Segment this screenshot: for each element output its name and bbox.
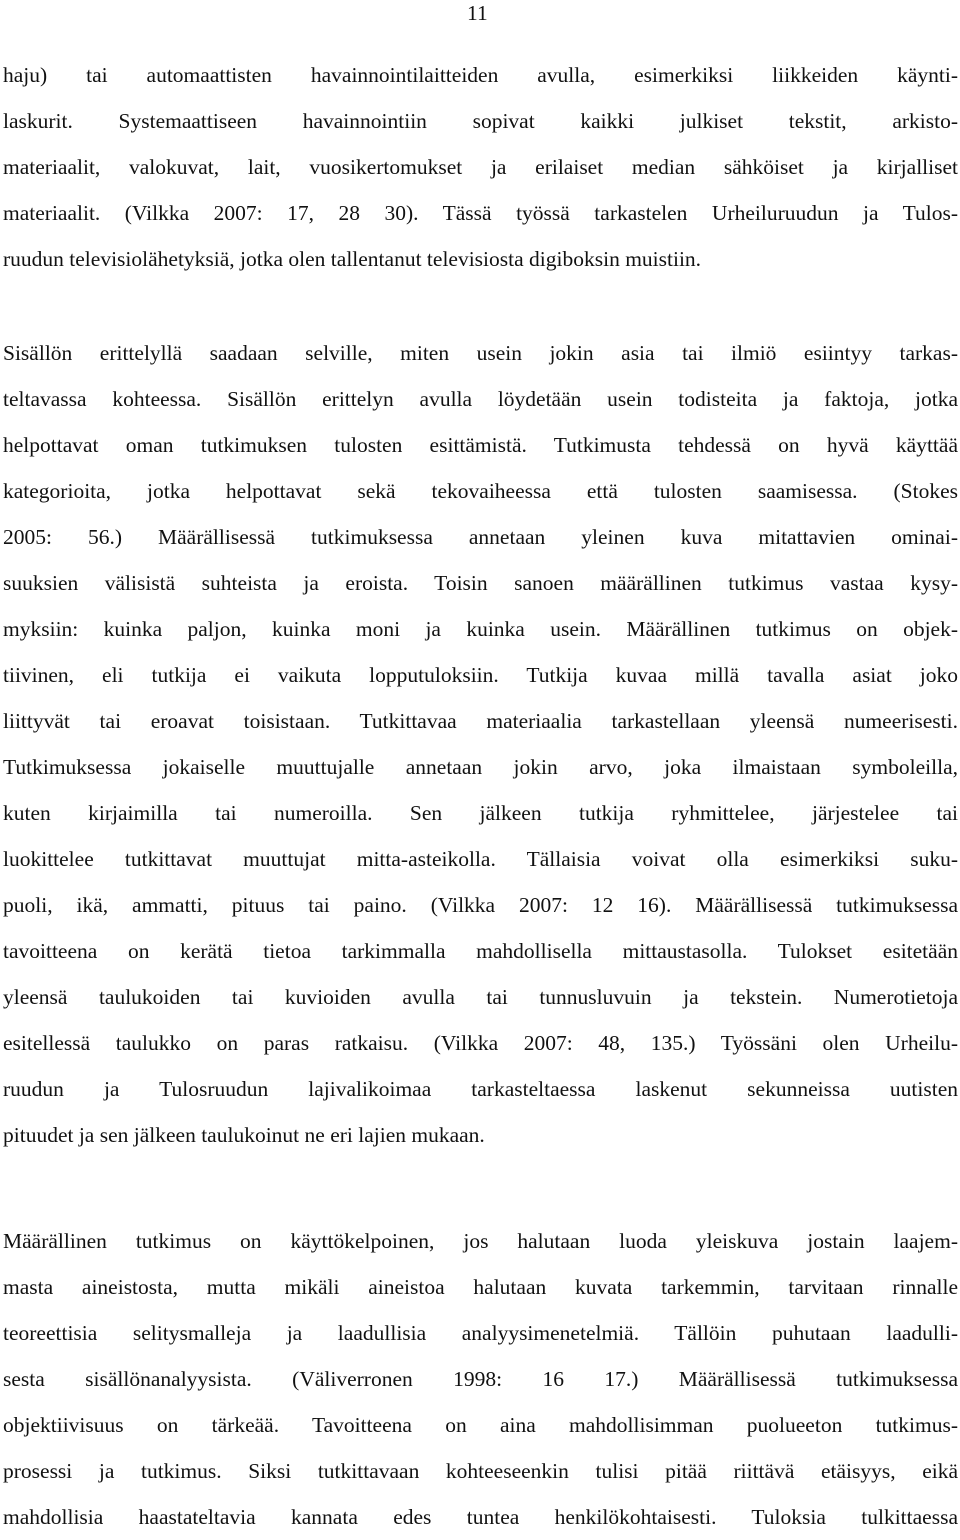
- text-line: prosessi ja tutkimus. Siksi tutkittavaan kohteeseenkin tulisi pitää riittävä etäisyys, eikä: [3, 1459, 958, 1483]
- paragraph-3: [3, 1218, 958, 1540]
- text-line: yleensä taulukoiden tai kuvioiden avulla tai tunnusluvuin ja tekstein. Numerotietoja: [3, 985, 958, 1009]
- paragraph-1: [3, 52, 958, 282]
- text-line: luokittelee tutkittavat muuttujat mitta-asteikolla. Tällaisia voivat olla esimerkiksi suku-: [3, 847, 958, 871]
- text-line: Määrällinen tutkimus on käyttökelpoinen, jos halutaan luoda yleiskuva jostain laajem-: [3, 1229, 958, 1253]
- text-line: suuksien välisistä suhteista ja eroista. Toisin sanoen määrällinen tutkimus vastaa kysy-: [3, 571, 958, 595]
- text-line: liittyvät tai eroavat toisistaan. Tutkittavaa materiaalia tarkastellaan yleensä numeerisesti.: [3, 709, 958, 733]
- text-line: myksiin: kuinka paljon, kuinka moni ja kuinka usein. Määrällinen tutkimus on objek-: [3, 617, 958, 641]
- text-line: tiivinen, eli tutkija ei vaikuta lopputuloksiin. Tutkija kuvaa millä tavalla asiat joko: [3, 663, 958, 687]
- text-line: pituudet ja sen jälkeen taulukoinut ne eri lajien mukaan.: [3, 1123, 485, 1147]
- text-line: haju) tai automaattisten havainnointilaitteiden avulla, esimerkiksi liikkeiden käynti-: [3, 63, 958, 87]
- text-line: kategorioita, jotka helpottavat sekä tekovaiheessa että tulosten saamisessa. (Stokes: [3, 479, 958, 503]
- text-line: Sisällön erittelyllä saadaan selville, miten usein jokin asia tai ilmiö esiintyy tarkas-: [3, 341, 958, 365]
- text-line: objektiivisuus on tärkeää. Tavoitteena on aina mahdollisimman puolueeton tutkimus-: [3, 1413, 958, 1437]
- text-line: puoli, ikä, ammatti, pituus tai paino. (Vilkka 2007: 12 16). Määrällisessä tutkimuksessa: [3, 893, 958, 917]
- text-line: teoreettisia selitysmalleja ja laadullisia analyysimenetelmiä. Tällöin puhutaan laadulli-: [3, 1321, 958, 1345]
- text-line: masta aineistosta, mutta mikäli aineistoa halutaan kuvata tarkemmin, tarvitaan rinnalle: [3, 1275, 958, 1299]
- text-line: ruudun ja Tulosruudun lajivalikoimaa tarkasteltaessa laskenut sekunneissa uutisten: [3, 1077, 958, 1101]
- text-line: esitellessä taulukko on paras ratkaisu. (Vilkka 2007: 48, 135.) Työssäni olen Urheilu-: [3, 1031, 958, 1055]
- text-line: teltavassa kohteessa. Sisällön erittelyn avulla löydetään usein todisteita ja faktoja, jotka: [3, 387, 958, 411]
- text-line: sesta sisällönanalyysista. (Väliverronen 1998: 16 17.) Määrällisessä tutkimuksessa: [3, 1367, 958, 1391]
- text-line: helpottavat oman tutkimuksen tulosten esittämistä. Tutkimusta tehdessä on hyvä käyttää: [3, 433, 958, 457]
- text-line: Tutkimuksessa jokaiselle muuttujalle annetaan jokin arvo, joka ilmaistaan symboleilla,: [3, 755, 958, 779]
- paragraph-2: [3, 330, 958, 1158]
- page-number: 11: [467, 1, 488, 25]
- text-line: tavoitteena on kerätä tietoa tarkimmalla mahdollisella mittaustasolla. Tulokset esitetään: [3, 939, 958, 963]
- text-line: materiaalit, valokuvat, lait, vuosikertomukset ja erilaiset median sähköiset ja kirjalliset: [3, 155, 958, 179]
- text-line: mahdollisia haastateltavia kannata edes tuntea henkilökohtaisesti. Tuloksia tulkittaessa: [3, 1505, 958, 1529]
- text-line: materiaalit. (Vilkka 2007: 17, 28 30). Tässä työssä tarkastelen Urheiluruudun ja Tulos-: [3, 201, 958, 225]
- text-line: 2005: 56.) Määrällisessä tutkimuksessa annetaan yleinen kuva mitattavien ominai-: [3, 525, 958, 549]
- text-line: laskurit. Systemaattiseen havainnointiin sopivat kaikki julkiset tekstit, arkisto-: [3, 109, 958, 133]
- text-line: kuten kirjaimilla tai numeroilla. Sen jälkeen tutkija ryhmittelee, järjestelee tai: [3, 801, 958, 825]
- text-line: ruudun televisiolähetyksiä, jotka olen tallentanut televisiosta digiboksin muistiin.: [3, 247, 702, 271]
